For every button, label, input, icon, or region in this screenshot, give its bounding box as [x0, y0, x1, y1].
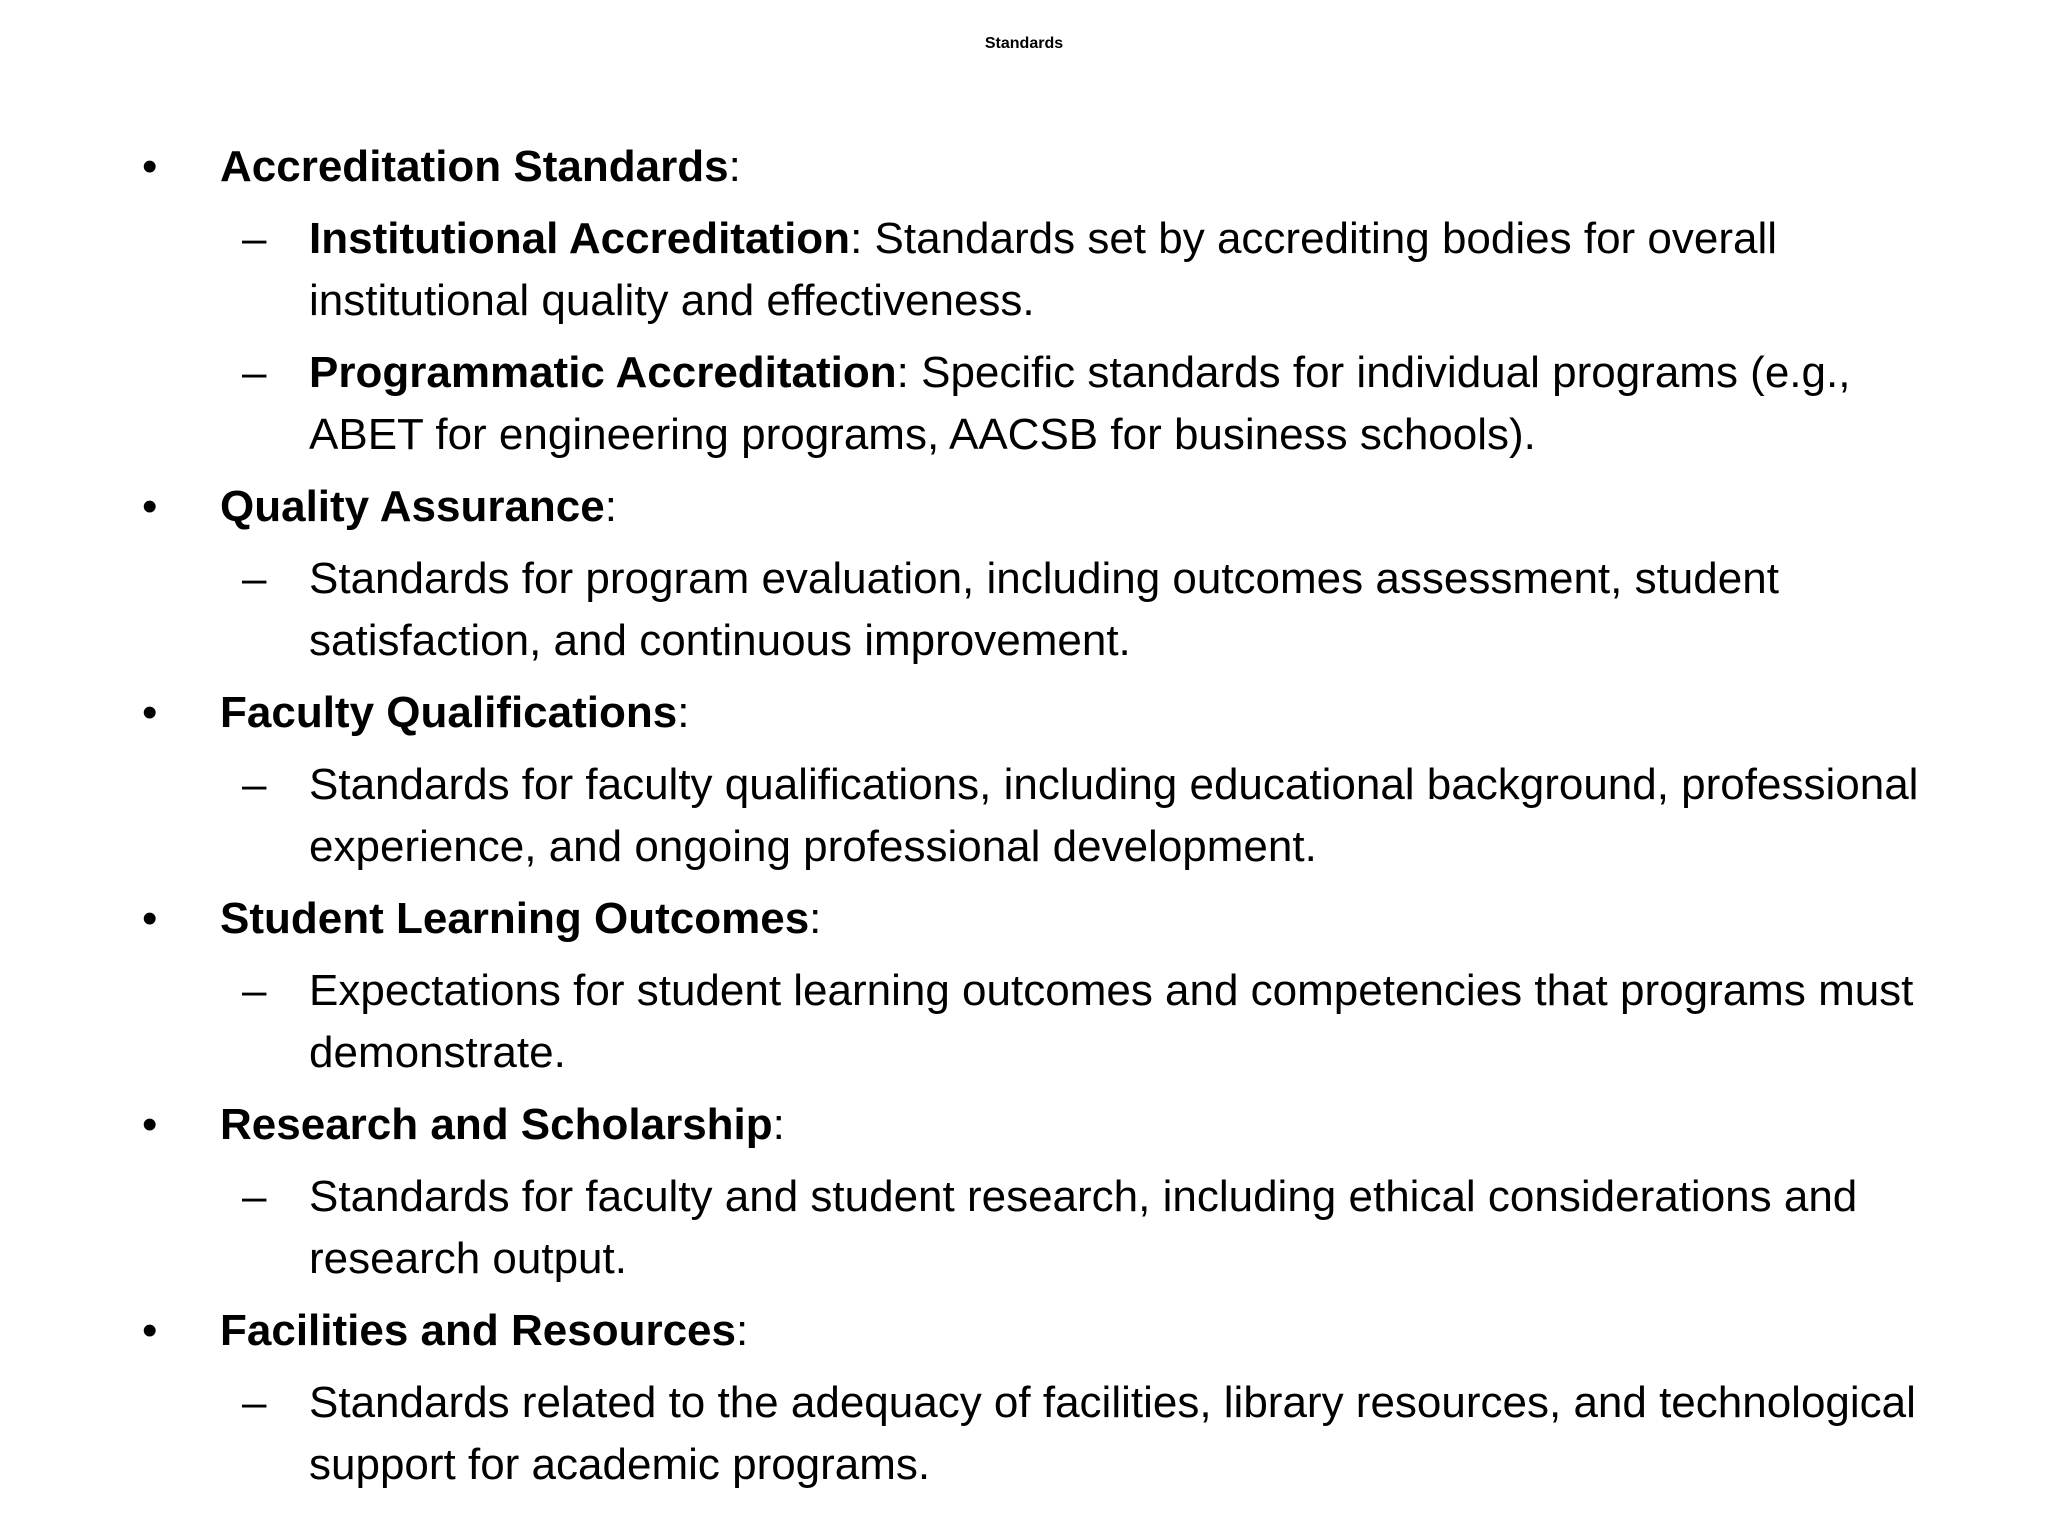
bullet-item [138, 682, 1938, 744]
sub-item-text: Specific standards for individual programs (e.g., ABET for engineering programs, AACSB for business schools). [309, 348, 1851, 459]
section-accreditation-standards [138, 136, 1938, 466]
dash-icon: – [242, 214, 267, 263]
section-quality-assurance [138, 476, 1938, 672]
bullet-heading: Accreditation Standards [220, 142, 729, 191]
bullet-heading: Facilities and Resources [220, 1306, 736, 1355]
bullet-icon: • [142, 894, 158, 943]
bullet-item [138, 476, 1938, 538]
bullet-colon: : [604, 482, 617, 531]
slide-title: Standards [984, 35, 1064, 52]
dash-icon: – [242, 760, 267, 809]
bullet-item [138, 136, 1938, 198]
dash-icon: – [242, 554, 267, 603]
sub-item [242, 960, 1938, 1084]
bullet-icon: • [142, 1306, 158, 1355]
sub-item-colon: : [896, 348, 909, 397]
bullet-colon: : [809, 894, 822, 943]
bullet-item [138, 888, 1938, 950]
bullet-list [138, 136, 1938, 1506]
section-student-learning-outcomes [138, 888, 1938, 1084]
sub-item-lead: Programmatic Accreditation [309, 348, 897, 397]
sub-item [242, 754, 1938, 878]
bullet-item [138, 1094, 1938, 1156]
dash-icon: – [242, 348, 267, 397]
sub-item-text: Standards for program evaluation, including outcomes assessment, student satisfaction, and continuous improvement. [309, 554, 1779, 665]
bullet-heading: Quality Assurance [220, 482, 605, 531]
sub-item [242, 342, 1938, 466]
bullet-colon: : [736, 1306, 749, 1355]
sub-item-text: Standards related to the adequacy of facilities, library resources, and technological support for academic programs. [309, 1378, 1916, 1489]
bullet-colon: : [772, 1100, 785, 1149]
dash-icon: – [242, 966, 267, 1015]
bullet-icon: • [142, 688, 158, 737]
bullet-heading: Student Learning Outcomes [220, 894, 810, 943]
dash-icon: – [242, 1378, 267, 1427]
bullet-icon: • [142, 1100, 158, 1149]
bullet-colon: : [677, 688, 690, 737]
sub-item [242, 548, 1938, 672]
sub-item [242, 1372, 1938, 1496]
sub-item-text: Standards for faculty and student research, including ethical considerations and research output. [309, 1172, 1858, 1283]
sub-item-colon: : [850, 214, 863, 263]
section-facilities-and-resources [138, 1300, 1938, 1496]
sub-item-text: Standards set by accrediting bodies for overall institutional quality and effectiveness. [309, 214, 1778, 325]
bullet-heading: Faculty Qualifications [220, 688, 678, 737]
section-research-and-scholarship [138, 1094, 1938, 1290]
sub-item [242, 208, 1938, 332]
bullet-icon: • [142, 482, 158, 531]
bullet-heading: Research and Scholarship [220, 1100, 773, 1149]
sub-item [242, 1166, 1938, 1290]
sub-item-text: Standards for faculty qualifications, including educational background, professional experience, and ongoing professional development. [309, 760, 1919, 871]
bullet-colon: : [728, 142, 741, 191]
dash-icon: – [242, 1172, 267, 1221]
sub-item-lead: Institutional Accreditation [309, 214, 851, 263]
sub-item-text: Expectations for student learning outcomes and competencies that programs must demonstrate. [309, 966, 1914, 1077]
section-faculty-qualifications [138, 682, 1938, 878]
bullet-item [138, 1300, 1938, 1362]
bullet-icon: • [142, 142, 158, 191]
